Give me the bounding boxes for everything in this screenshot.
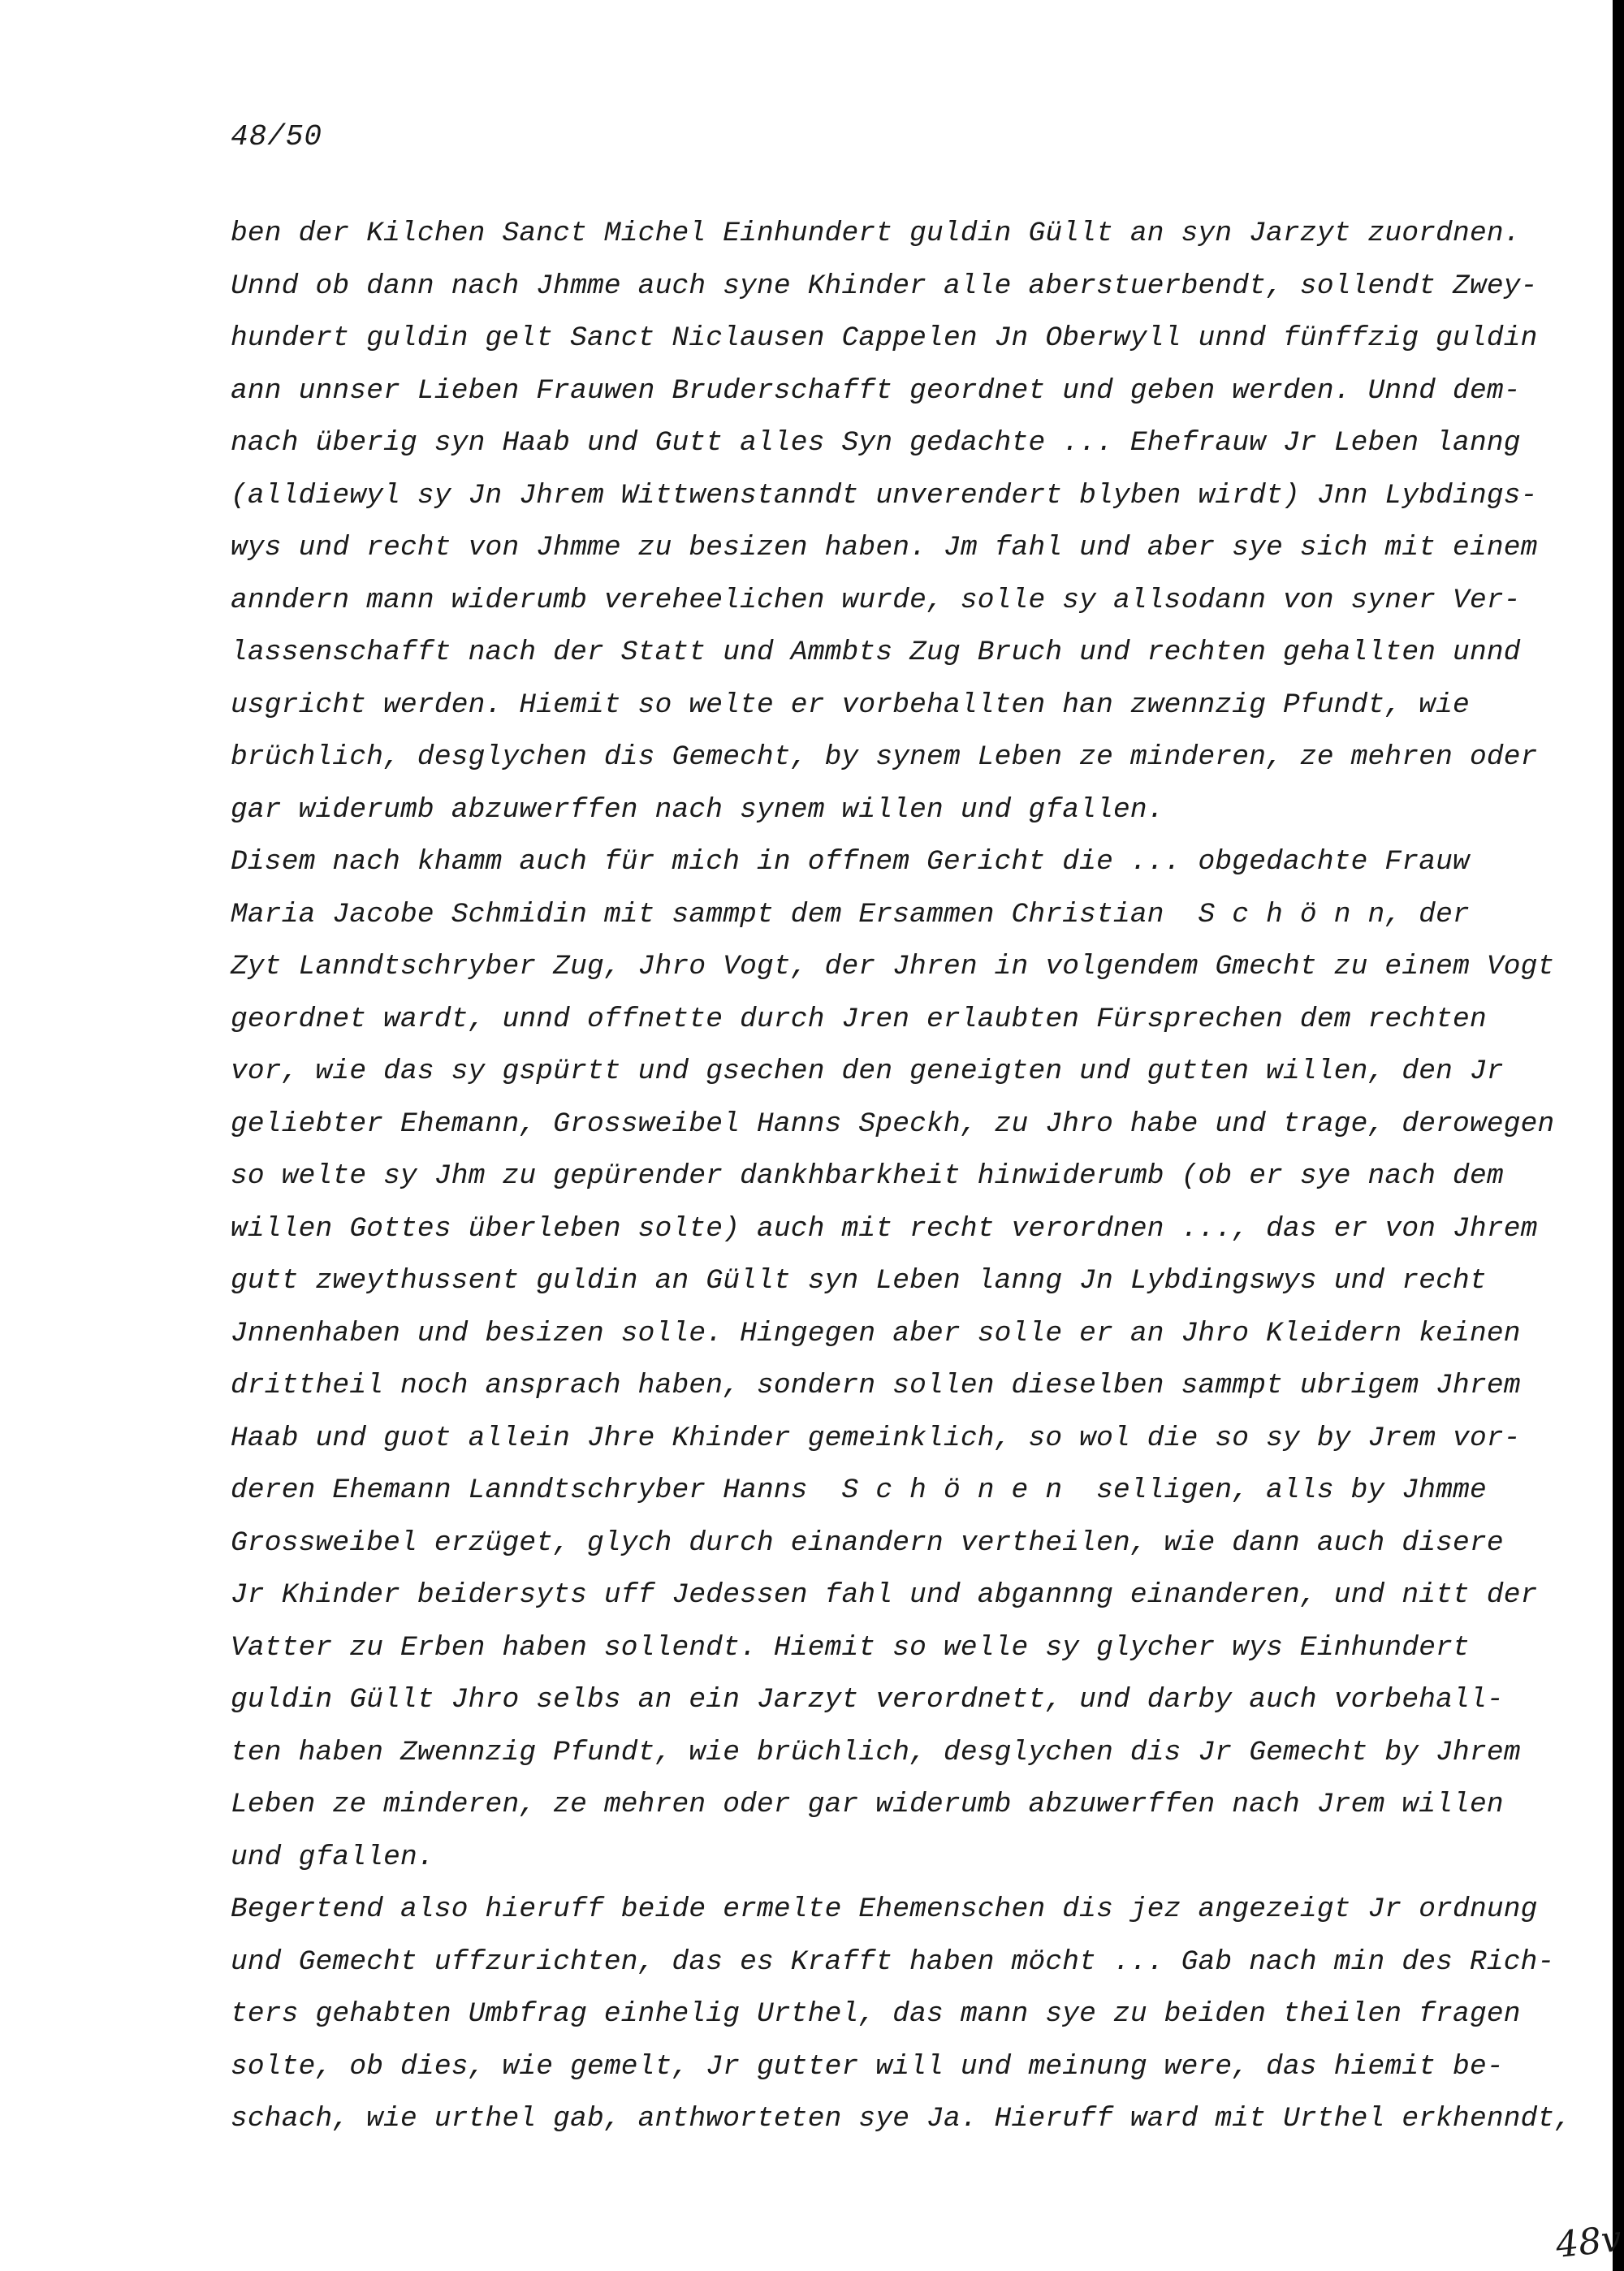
text-line: ters gehabten Umbfrag einhelig Urthel, das mann sye zu beiden theilen fragen bbox=[231, 1998, 1521, 2030]
text-line: und gfallen. bbox=[231, 1841, 434, 1873]
handwritten-folio-mark: 48v bbox=[1553, 2217, 1624, 2267]
page-number: 48/50 bbox=[231, 120, 323, 153]
text-line: solte, ob dies, wie gemelt, Jr gutter will und meinung were, das hiemit be- bbox=[231, 2050, 1504, 2083]
document-body bbox=[231, 208, 1572, 2146]
text-line: (alldiewyl sy Jn Jhrem Wittwenstanndt unverendert blyben wirdt) Jnn Lybdings- bbox=[231, 479, 1538, 512]
text-line: und Gemecht uffzurichten, das es Krafft haben möcht ... Gab nach min des Rich- bbox=[231, 1945, 1555, 1978]
text-line: Begertend also hieruff beide ermelte Ehemenschen dis jez angezeigt Jr ordnung bbox=[231, 1893, 1538, 1925]
text-line: gar widerumb abzuwerffen nach synem willen und gfallen. bbox=[231, 793, 1164, 826]
text-line: Grossweibel erzüget, glych durch einandern vertheilen, wie dann auch disere bbox=[231, 1526, 1504, 1559]
text-line: geordnet wardt, unnd offnette durch Jren erlaubten Fürsprechen dem rechten bbox=[231, 1003, 1487, 1035]
text-line: lassenschafft nach der Statt und Ammbts Zug Bruch und rechten gehallten unnd bbox=[231, 637, 1521, 668]
scan-border bbox=[1613, 0, 1624, 2271]
text-line: ann unnser Lieben Frauwen Bruderschafft geordnet und geben werden. Unnd dem- bbox=[231, 374, 1521, 407]
text-line: ten haben Zwennzig Pfundt, wie brüchlich, desglychen dis Jr Gemecht by Jhrem bbox=[231, 1736, 1521, 1768]
text-line: vor, wie das sy gspürtt und gsechen den geneigten und gutten willen, den Jr bbox=[231, 1056, 1504, 1087]
text-line: hundert guldin gelt Sanct Niclausen Cappelen Jn Oberwyll unnd fünffzig guldin bbox=[231, 322, 1538, 354]
text-line: anndern mann widerumb vereheelichen wurde, solle sy allsodann von syner Ver- bbox=[231, 584, 1521, 616]
text-line: Maria Jacobe Schmidin mit sammpt dem Ersammen Christian S c h ö n n, der bbox=[231, 898, 1470, 930]
text-line: Jnnenhaben und besizen solle. Hingegen aber solle er an Jhro Kleidern keinen bbox=[231, 1317, 1521, 1349]
text-line: so welte sy Jhm zu gepürender dankhbarkheit hinwiderumb (ob er sye nach dem bbox=[231, 1160, 1504, 1192]
text-line: gutt zweythussent guldin an Güllt syn Leben lanng Jn Lybdingswys und recht bbox=[231, 1265, 1487, 1297]
text-line: Jr Khinder beidersyts uff Jedessen fahl und abgannng einanderen, und nitt der bbox=[231, 1579, 1538, 1611]
text-line: brüchlich, desglychen dis Gemecht, by synem Leben ze minderen, ze mehren oder bbox=[231, 741, 1538, 773]
text-line: schach, wie urthel gab, anthworteten sye Ja. Hieruff ward mit Urthel erkhenndt, bbox=[231, 2103, 1572, 2135]
text-line: Vatter zu Erben haben sollendt. Hiemit so welle sy glycher wys Einhundert bbox=[231, 1631, 1470, 1664]
text-line: geliebter Ehemann, Grossweibel Hanns Speckh, zu Jhro habe und trage, derowegen bbox=[231, 1107, 1555, 1140]
text-line: willen Gottes überleben solte) auch mit recht verordnen ..., das er von Jhrem bbox=[231, 1212, 1538, 1245]
text-line: Leben ze minderen, ze mehren oder gar widerumb abzuwerffen nach Jrem willen bbox=[231, 1789, 1504, 1820]
text-line: guldin Güllt Jhro selbs an ein Jarzyt verordnett, und darby auch vorbehall- bbox=[231, 1684, 1504, 1716]
text-line: Zyt Lanndtschryber Zug, Jhro Vogt, der Jhren in volgendem Gmecht zu einem Vogt bbox=[231, 951, 1555, 982]
text-line: wys und recht von Jhmme zu besizen haben. Jm fahl und aber sye sich mit einem bbox=[231, 532, 1538, 563]
text-line: Haab und guot allein Jhre Khinder gemeinklich, so wol die so sy by Jrem vor- bbox=[231, 1422, 1521, 1454]
text-line: nach überig syn Haab und Gutt alles Syn gedachte ... Ehefrauw Jr Leben lanng bbox=[231, 427, 1521, 459]
text-line: Disem nach khamm auch für mich in offnem Gericht die ... obgedachte Frauw bbox=[231, 846, 1470, 878]
text-line: Unnd ob dann nach Jhmme auch syne Khinder alle aberstuerbendt, sollendt Zwey- bbox=[231, 270, 1538, 302]
text-line: ben der Kilchen Sanct Michel Einhundert guldin Güllt an syn Jarzyt zuordnen. bbox=[231, 218, 1521, 249]
text-line: deren Ehemann Lanndtschryber Hanns S c h ö n e n selligen, alls by Jhmme bbox=[231, 1474, 1487, 1506]
text-line: drittheil noch ansprach haben, sondern sollen dieselben sammpt ubrigem Jhrem bbox=[231, 1370, 1521, 1401]
text-line: usgricht werden. Hiemit so welte er vorbehallten han zwennzig Pfundt, wie bbox=[231, 689, 1470, 721]
